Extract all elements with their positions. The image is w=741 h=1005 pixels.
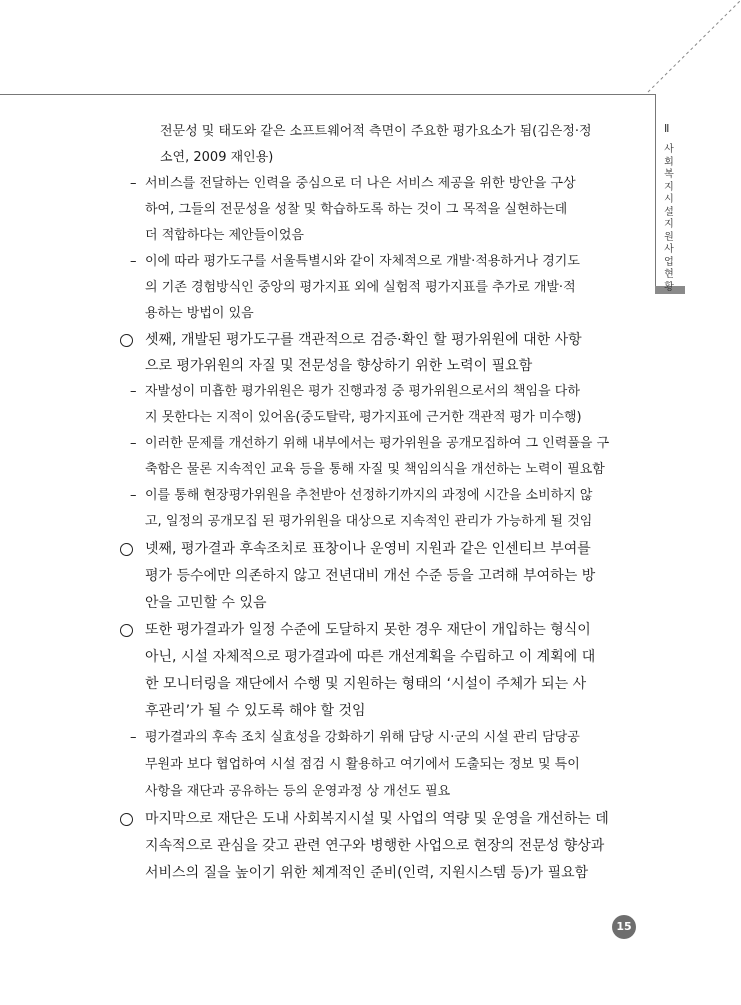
text-line: 또한 평가결과가 일정 수준에 도달하지 못한 경우 재단이 개입하는 형식이 — [145, 622, 591, 638]
page-curl-decoration — [640, 0, 741, 100]
side-rule — [655, 94, 656, 290]
text-line: 지속적으로 관심을 갖고 관련 연구와 병행한 사업으로 현장의 전문성 향상과 — [145, 838, 605, 854]
text-line: 소연, 2009 재인용) — [160, 150, 274, 165]
text-line: 으로 평가위원의 자질 및 전문성을 향상하기 위한 노력이 필요함 — [145, 358, 533, 374]
text-line: 무원과 보다 협업하여 시설 점검 시 활용하고 여기에서 도출되는 정보 및 특이 — [145, 757, 580, 772]
text-line: 후관리’가 될 수 있도록 해야 할 것임 — [145, 703, 366, 719]
text-line: 서비스의 질을 높이기 위한 체계적인 준비(인력, 지원시스템 등)가 필요함 — [145, 865, 589, 881]
text-line: 이러한 문제를 개선하기 위해 내부에서는 평가위원을 공개모집하여 그 인력풀을 구 — [145, 436, 610, 451]
bullet-circle-icon — [120, 334, 133, 347]
text-line: 이에 따라 평가도구를 서울특별시와 같이 자체적으로 개발·적용하거나 경기도 — [145, 254, 580, 269]
section-number: Ⅱ — [664, 122, 670, 135]
text-line: 아닌, 시설 자체적으로 평가결과에 따른 개선계획을 수립하고 이 계획에 대 — [145, 649, 596, 665]
bullet-dash: – — [130, 730, 137, 745]
text-line: 평가결과의 후속 조치 실효성을 강화하기 위해 담당 시·군의 시설 관리 담당공 — [145, 730, 580, 745]
text-line: 전문성 및 태도와 같은 소프트웨어적 측면이 주요한 평가요소가 됨(김은정·정 — [160, 124, 592, 139]
text-line: 자발성이 미흡한 평가위원은 평가 진행과정 중 평가위원으로서의 책임을 다하 — [145, 384, 580, 399]
text-line: 용하는 방법이 있음 — [145, 306, 254, 321]
text-line: 더 적합하다는 제안들이었음 — [145, 228, 304, 243]
text-line: 축함은 물론 지속적인 교육 등을 통해 자질 및 책임의식을 개선하는 노력이 필요함 — [145, 462, 605, 477]
section-title: 사회복지시설 지원사업 현황 — [664, 144, 674, 293]
text-line: 의 기존 경험방식인 중앙의 평가지표 외에 실험적 평가지표를 추가로 개발·적 — [145, 280, 576, 295]
text-line: 사항을 재단과 공유하는 등의 운영과정 상 개선도 필요 — [145, 784, 451, 799]
text-line: 서비스를 전달하는 인력을 중심으로 더 나은 서비스 제공을 위한 방안을 구상 — [145, 176, 576, 191]
bullet-dash: – — [130, 384, 137, 399]
bullet-dash: – — [130, 254, 137, 269]
text-line: 안을 고민할 수 있음 — [145, 595, 267, 611]
text-line: 한 모니터링을 재단에서 수행 및 지원하는 형태의 ‘시설이 주체가 되는 사 — [145, 676, 587, 692]
text-line: 고, 일정의 공개모집 된 평가위원을 대상으로 지속적인 관리가 가능하게 될 것임 — [145, 514, 593, 529]
text-line: 셋째, 개발된 평가도구를 객관적으로 검증·확인 할 평가위원에 대한 사항 — [145, 332, 582, 348]
text-line: 넷째, 평가결과 후속조치로 표창이나 운영비 지원과 같은 인센티브 부여를 — [145, 541, 591, 557]
bullet-circle-icon — [120, 624, 133, 637]
bullet-dash: – — [130, 488, 137, 503]
bullet-circle-icon — [120, 813, 133, 826]
header-rule — [0, 94, 655, 95]
text-line: 지 못한다는 지적이 있어옴(중도탈락, 평가지표에 근거한 객관적 평가 미수행) — [145, 410, 582, 425]
bullet-dash: – — [130, 436, 137, 451]
text-line: 이를 통해 현장평가위원을 추천받아 선정하기까지의 과정에 시간을 소비하지 않 — [145, 488, 593, 503]
text-line: 평가 등수에만 의존하지 않고 전년대비 개선 수준 등을 고려해 부여하는 방 — [145, 568, 596, 584]
page-number: 15 — [612, 915, 636, 939]
text-line: 하여, 그들의 전문성을 성찰 및 학습하도록 하는 것이 그 목적을 실현하는데 — [145, 202, 568, 217]
text-line: 마지막으로 재단은 도내 사회복지시설 및 사업의 역량 및 운영을 개선하는 데 — [145, 811, 609, 827]
bullet-circle-icon — [120, 543, 133, 556]
bullet-dash: – — [130, 176, 137, 191]
